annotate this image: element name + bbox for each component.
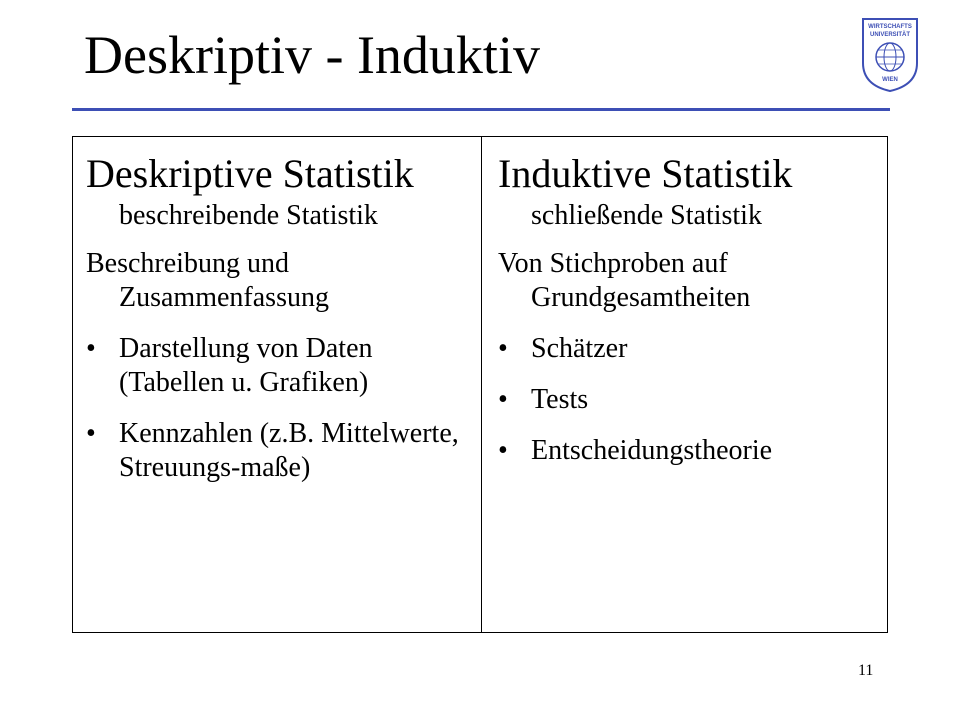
page-number: 11 (858, 662, 874, 679)
wu-wien-logo-icon (855, 15, 925, 93)
slide-title: Deskriptiv - Induktiv (84, 25, 540, 85)
bullet-text: Entscheidungstheorie (531, 435, 773, 466)
right-intro: Von Stichproben auf Grundgesamtheiten (498, 248, 751, 313)
list-item (86, 332, 478, 400)
right-heading: Induktive Statistik (498, 151, 793, 196)
bullet-text: Kennzahlen (z.B. Mittelwerte, Streuungs-maße) (119, 418, 459, 483)
bullet-text: Darstellung von Daten (Tabellen u. Grafiken) (119, 333, 373, 398)
column-divider (481, 137, 482, 632)
bullet-icon: • (86, 418, 96, 449)
bullet-icon: • (86, 333, 96, 364)
bullet-text: Tests (531, 384, 589, 415)
right-subheading: schließende Statistik (531, 200, 762, 231)
bullet-icon: • (498, 384, 508, 415)
left-subheading: beschreibende Statistik (119, 200, 378, 231)
title-underline (72, 108, 890, 111)
list-item (498, 383, 883, 417)
left-bullet-list (86, 332, 478, 485)
list-item (498, 332, 883, 366)
logo-text-middle: UNIVERSITÄT (869, 32, 911, 38)
logo-text-bottom: WIEN (882, 77, 898, 83)
university-logo (855, 15, 925, 93)
right-column (498, 151, 883, 468)
bullet-icon: • (498, 435, 508, 466)
logo-text-top: WIRTSCHAFTS (868, 24, 912, 30)
left-heading: Deskriptive Statistik (86, 151, 414, 196)
comparison-box (72, 136, 888, 633)
left-intro: Beschreibung und Zusammenfassung (86, 248, 329, 313)
left-column (86, 151, 478, 485)
list-item (498, 434, 883, 468)
list-item (86, 417, 478, 485)
bullet-icon: • (498, 333, 508, 364)
bullet-text: Schätzer (531, 333, 628, 364)
right-bullet-list (498, 332, 883, 468)
